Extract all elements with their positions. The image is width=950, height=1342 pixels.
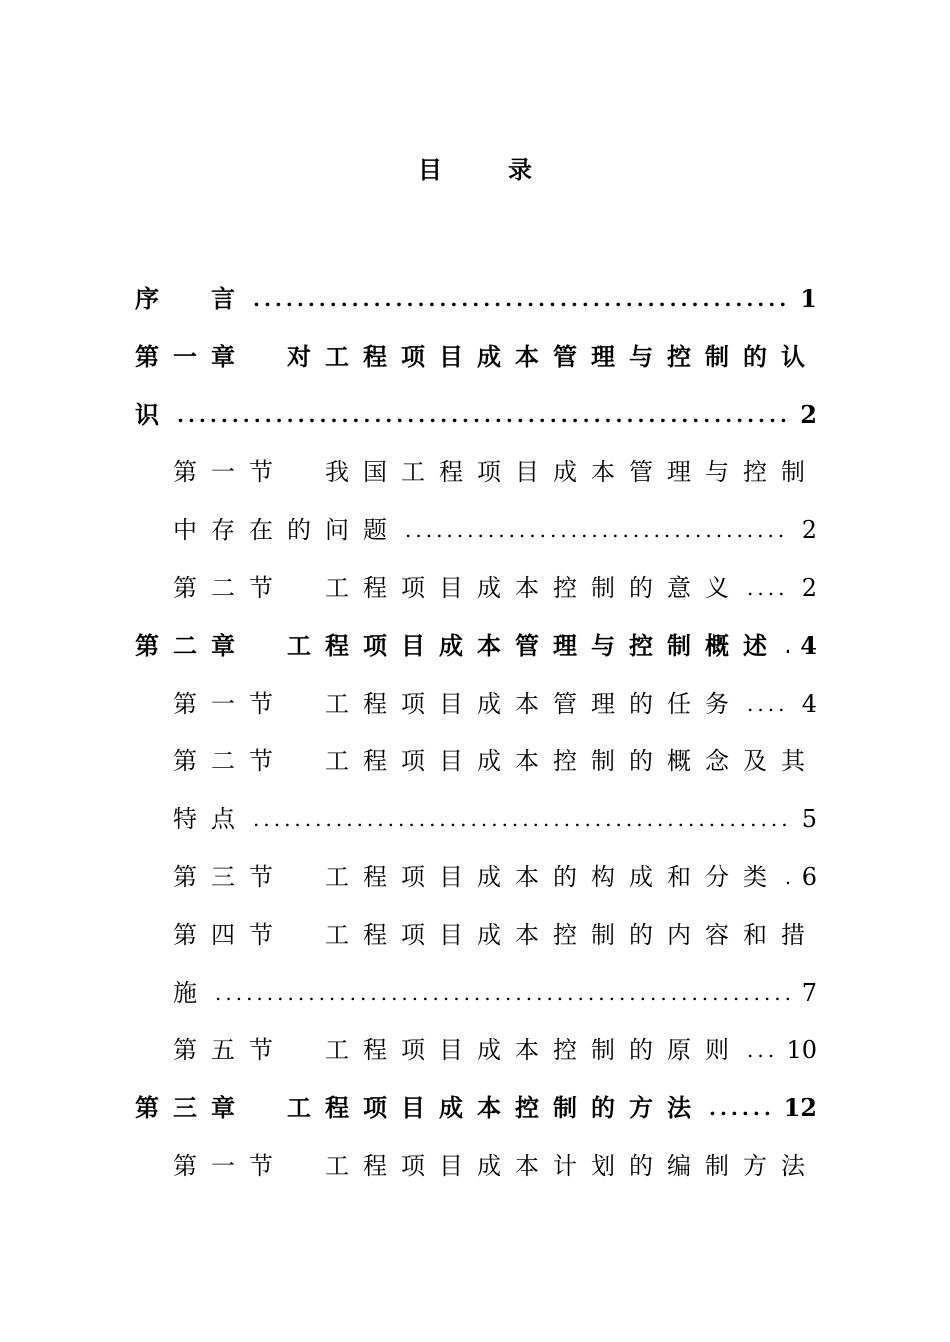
toc-entry-title: 序 言 <box>135 284 249 313</box>
toc-leader-dots <box>747 568 789 608</box>
toc-title-left: 目 <box>418 155 442 184</box>
toc-title <box>0 150 950 185</box>
toc-entry-title: 第四节 工程项目成本控制的内容和措 <box>173 920 819 949</box>
toc-page-number: 4 <box>801 689 817 718</box>
toc-leader-dots <box>747 1030 778 1070</box>
toc-entry[interactable] <box>135 626 817 666</box>
toc-entry[interactable] <box>173 741 819 781</box>
toc-entry-title: 识 <box>135 399 173 429</box>
toc-page-number: 1 <box>800 284 817 313</box>
toc-entry-title: 第二节 工程项目成本控制的概念及其 <box>173 747 819 776</box>
toc-page-number: 12 <box>783 1093 817 1123</box>
toc-entry[interactable] <box>173 857 817 897</box>
toc-page-number: 6 <box>801 863 817 891</box>
toc-leader-dots <box>253 279 789 319</box>
toc-entry-title: 第二节 工程项目成本控制的意义 <box>173 574 743 602</box>
toc-page-number: 7 <box>801 978 817 1007</box>
toc-entry-title: 第一章 对工程项目成本管理与控制的认 <box>135 341 819 371</box>
toc-entry[interactable] <box>135 279 817 319</box>
toc-entry[interactable] <box>135 1088 817 1128</box>
toc-leader-dots <box>253 799 789 839</box>
toc-leader-dots <box>405 510 789 550</box>
toc-leader-dots <box>215 973 789 1013</box>
toc-page-number: 2 <box>800 399 817 429</box>
toc-entry[interactable] <box>173 1146 819 1186</box>
toc-entry[interactable] <box>135 395 817 435</box>
toc-entry-title: 特点 <box>173 805 249 834</box>
toc-entry[interactable] <box>173 452 819 492</box>
toc-leader-dots <box>177 395 789 435</box>
toc-entry-title: 施 <box>173 978 211 1007</box>
toc-entry[interactable] <box>173 1030 817 1070</box>
toc-entry[interactable] <box>173 684 817 724</box>
toc-page-number: 10 <box>786 1036 817 1065</box>
toc-entry-title: 第三章 工程项目成本控制的方法 <box>135 1093 705 1123</box>
toc-entry-title: 第五节 工程项目成本控制的原则 <box>173 1036 743 1065</box>
toc-entry[interactable] <box>173 973 817 1013</box>
toc-entry-title: 第二章 工程项目成本管理与控制概述 <box>135 630 781 660</box>
toc-leader-dots <box>785 857 789 897</box>
toc-page-number: 2 <box>801 574 817 602</box>
toc-entry[interactable] <box>173 568 817 608</box>
toc-entry[interactable] <box>173 510 817 550</box>
toc-entry[interactable] <box>173 915 819 955</box>
toc-entry[interactable] <box>173 799 817 839</box>
toc-page-number: 4 <box>800 630 817 660</box>
toc-entry-title: 第一节 工程项目成本管理的任务 <box>173 689 743 718</box>
toc-entry-title: 中存在的问题 <box>173 516 401 545</box>
toc-leader-dots <box>709 1088 776 1128</box>
toc-leader-dots <box>785 626 789 666</box>
toc-entry-title: 第一节 我国工程项目成本管理与控制 <box>173 458 819 487</box>
toc-page-number: 2 <box>801 516 817 545</box>
toc-entry-title: 第一节 工程项目成本计划的编制方法 <box>173 1152 819 1180</box>
toc-title-right: 录 <box>508 155 532 184</box>
toc-entry[interactable] <box>135 337 819 377</box>
toc-leader-dots <box>747 684 789 724</box>
toc-page-number: 5 <box>801 805 817 834</box>
toc-entry-title: 第三节 工程项目成本的构成和分类 <box>173 863 781 891</box>
